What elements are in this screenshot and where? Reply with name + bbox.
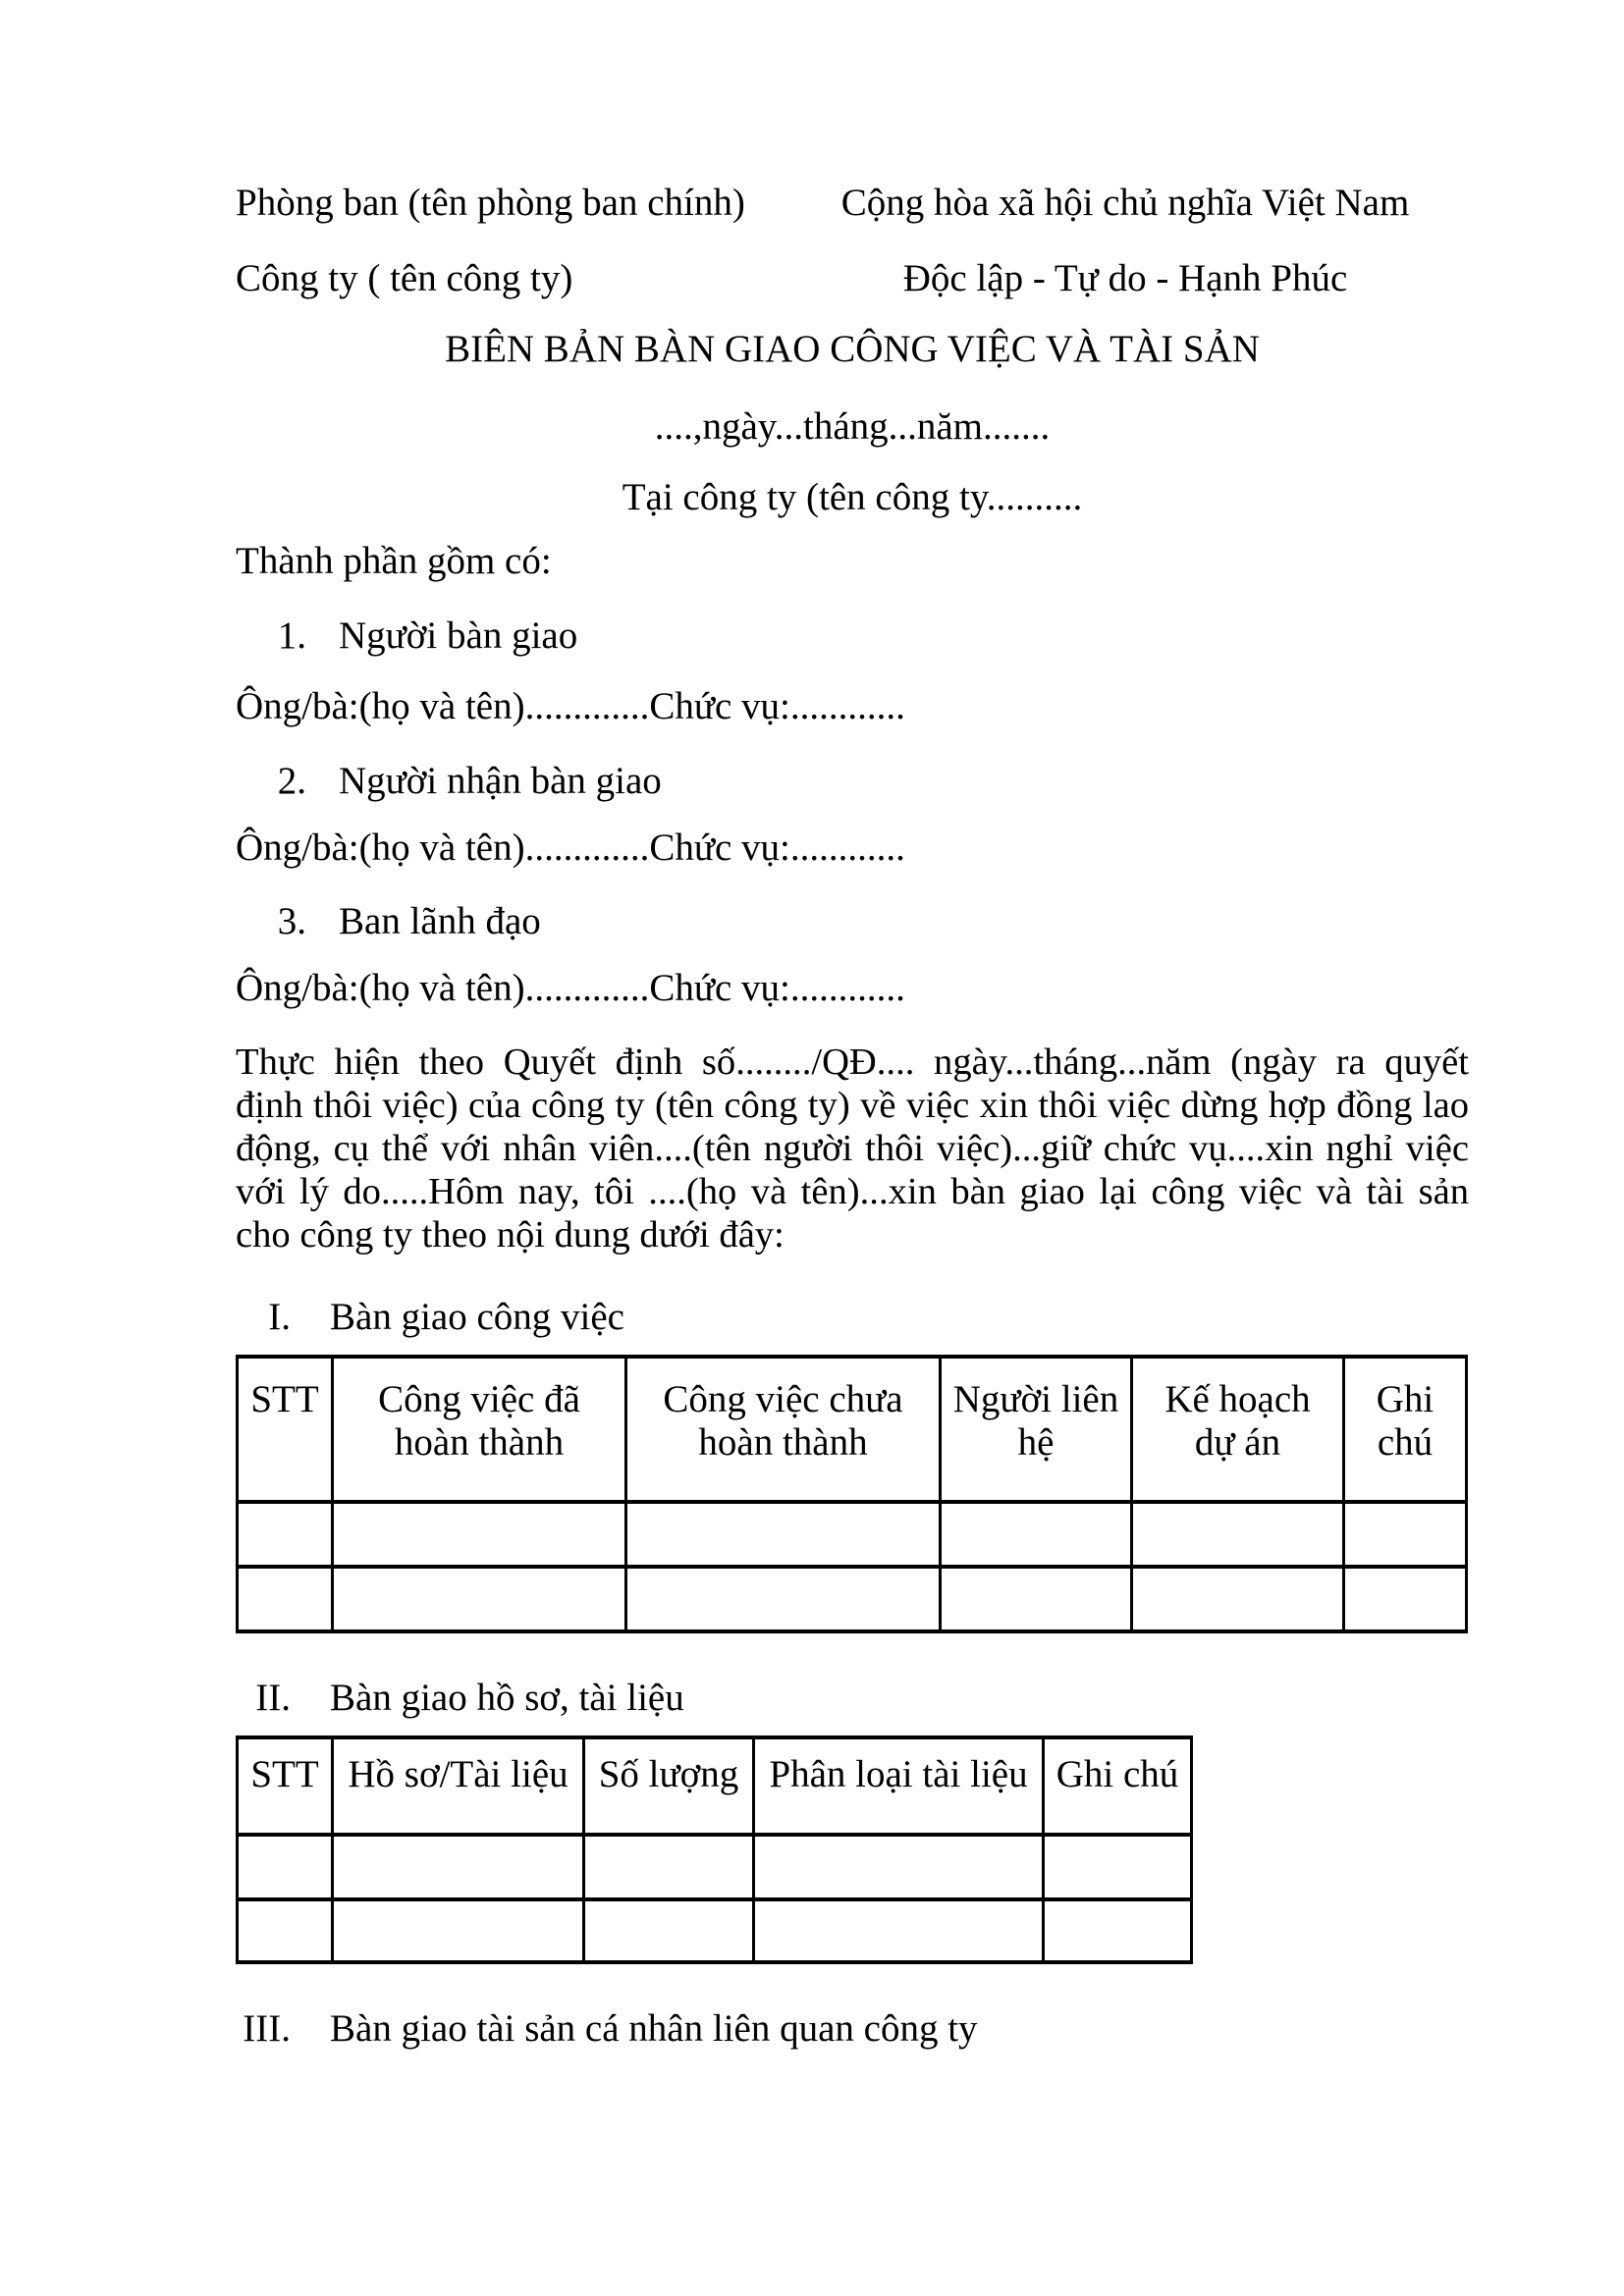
date-line: ....,ngày...tháng...năm....... bbox=[654, 405, 1051, 448]
table-cell-empty bbox=[333, 1899, 584, 1962]
participant-item-2 bbox=[236, 760, 1469, 803]
company-line: Công ty ( tên công ty) bbox=[236, 257, 573, 299]
table-cell-empty bbox=[1344, 1502, 1467, 1567]
participant-label: Người bàn giao bbox=[339, 614, 578, 657]
documents-table-header-row bbox=[238, 1737, 1192, 1835]
work-table-header-row bbox=[238, 1357, 1467, 1502]
paragraph-line: động, cụ thể với nhân viên....(tên người thôi việc)...giữ chức vụ....xin nghỉ việc bbox=[236, 1128, 1469, 1169]
work-table-row bbox=[238, 1502, 1467, 1567]
documents-table-row bbox=[238, 1899, 1192, 1962]
documents-table-row bbox=[238, 1835, 1192, 1899]
location-line: Tại công ty (tên công ty.......... bbox=[622, 476, 1083, 518]
work-table-row bbox=[238, 1567, 1467, 1631]
column-header-note: Ghi chú bbox=[1344, 1357, 1467, 1502]
section-numeral: III. bbox=[243, 2007, 291, 2050]
column-header-doc-type: Phân loại tài liệu bbox=[754, 1737, 1044, 1835]
work-handover-table bbox=[236, 1355, 1468, 1633]
participant-label: Người nhận bàn giao bbox=[339, 760, 662, 802]
table-cell-empty bbox=[1044, 1899, 1192, 1962]
participant-number: 3. bbox=[277, 900, 306, 942]
section-title: Bàn giao hồ sơ, tài liệu bbox=[330, 1677, 684, 1719]
table-cell-empty bbox=[333, 1835, 584, 1899]
column-header-done-work: Công việc đã hoàn thành bbox=[333, 1357, 626, 1502]
section-numeral: II. bbox=[255, 1677, 291, 1719]
participant-detail-2: Ông/bà:(họ và tên).............Chức vụ:............ bbox=[236, 827, 905, 869]
column-header-contact: Người liên hệ bbox=[941, 1357, 1132, 1502]
table-cell-empty bbox=[584, 1835, 754, 1899]
table-cell-empty bbox=[941, 1567, 1132, 1631]
section-title: Bàn giao công việc bbox=[330, 1296, 624, 1338]
table-cell-empty bbox=[1044, 1835, 1192, 1899]
document-header-row-1 bbox=[236, 182, 1469, 225]
section-heading-personal-assets bbox=[236, 2007, 1469, 2051]
table-cell-empty bbox=[333, 1567, 626, 1631]
table-cell-empty bbox=[1344, 1567, 1467, 1631]
national-motto-line: Độc lập - Tự do - Hạnh Phúc bbox=[902, 257, 1348, 299]
participants-intro: Thành phần gồm có: bbox=[236, 540, 552, 582]
table-cell-empty bbox=[1132, 1502, 1344, 1567]
table-cell-empty bbox=[333, 1502, 626, 1567]
column-header-document: Hồ sơ/Tài liệu bbox=[333, 1737, 584, 1835]
department-line: Phòng ban (tên phòng ban chính) bbox=[236, 182, 745, 224]
participant-label: Ban lãnh đạo bbox=[339, 900, 541, 942]
section-heading-work-handover bbox=[236, 1296, 1469, 1339]
table-cell-empty bbox=[1132, 1567, 1344, 1631]
column-header-project-plan: Kế hoạch dự án bbox=[1132, 1357, 1344, 1502]
column-header-stt: STT bbox=[238, 1737, 333, 1835]
table-cell-empty bbox=[754, 1835, 1044, 1899]
table-cell-empty bbox=[238, 1835, 333, 1899]
paragraph-line: Thực hiện theo Quyết định số......../QĐ.... ngày...tháng...năm (ngày ra quyết bbox=[236, 1041, 1469, 1083]
document-header-row-2 bbox=[236, 257, 1469, 300]
participant-item-3 bbox=[236, 900, 1469, 943]
page-title: BIÊN BẢN BÀN GIAO CÔNG VIỆC VÀ TÀI SẢN bbox=[445, 328, 1260, 370]
column-header-stt: STT bbox=[238, 1357, 333, 1502]
participant-detail-3: Ông/bà:(họ và tên).............Chức vụ:............ bbox=[236, 967, 905, 1009]
paragraph-line: với lý do.....Hôm nay, tôi ....(họ và tên)...xin bàn giao lại công việc và tài sản bbox=[236, 1171, 1469, 1212]
table-cell-empty bbox=[238, 1567, 333, 1631]
participant-number: 2. bbox=[277, 760, 306, 802]
table-cell-empty bbox=[238, 1899, 333, 1962]
section-title: Bàn giao tài sản cá nhân liên quan công ty bbox=[330, 2007, 978, 2050]
section-heading-documents-handover bbox=[236, 1677, 1469, 1720]
table-cell-empty bbox=[941, 1502, 1132, 1567]
handover-paragraph bbox=[236, 1041, 1469, 1256]
participant-number: 1. bbox=[277, 614, 306, 657]
table-cell-empty bbox=[584, 1899, 754, 1962]
column-header-pending-work: Công việc chưa hoàn thành bbox=[626, 1357, 941, 1502]
column-header-note: Ghi chú bbox=[1044, 1737, 1192, 1835]
participant-detail-1: Ông/bà:(họ và tên).............Chức vụ:............ bbox=[236, 685, 905, 727]
national-title-line: Cộng hòa xã hội chủ nghĩa Việt Nam bbox=[840, 182, 1410, 224]
table-cell-empty bbox=[626, 1502, 941, 1567]
paragraph-line: định thôi việc) của công ty (tên công ty) về việc xin thôi việc dừng hợp đồng lao bbox=[236, 1085, 1469, 1126]
paragraph-line: cho công ty theo nội dung dưới đây: bbox=[236, 1214, 785, 1255]
column-header-quantity: Số lượng bbox=[584, 1737, 754, 1835]
documents-handover-table bbox=[236, 1735, 1193, 1964]
table-cell-empty bbox=[754, 1899, 1044, 1962]
participant-item-1 bbox=[236, 614, 1469, 658]
section-numeral: I. bbox=[268, 1296, 291, 1338]
table-cell-empty bbox=[238, 1502, 333, 1567]
table-cell-empty bbox=[626, 1567, 941, 1631]
